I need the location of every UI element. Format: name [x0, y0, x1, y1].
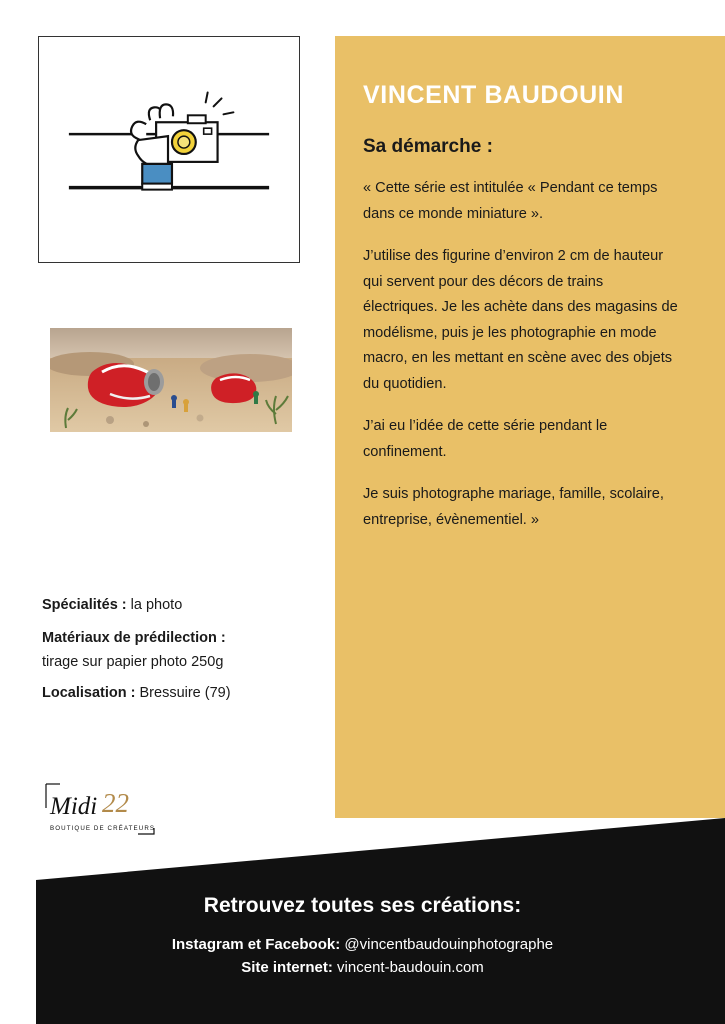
artist-statement	[363, 176, 681, 533]
website-value[interactable]: vincent-baudouin.com	[337, 958, 484, 976]
detail-specialites	[42, 594, 322, 617]
social-label: Instagram et Facebook:	[171, 936, 341, 953]
camera-illustration-frame	[38, 36, 300, 263]
svg-text:Midi: Midi	[50, 793, 98, 820]
camera-drawing-icon	[39, 37, 299, 262]
social-value[interactable]: @vincentbaudouinphotographe	[344, 936, 554, 953]
section-title: Sa démarche :	[363, 136, 493, 157]
specialites-label: Spécialités :	[42, 597, 127, 613]
statement-paragraph: J’ai eu l’idée de cette série pendant le confinement.	[363, 418, 608, 460]
photo-soda-can-scene	[50, 328, 292, 432]
statement-paragraph: « Cette série est intitulée « Pendant ce temps dans ce monde miniature ».	[363, 180, 658, 222]
footer-social-line	[0, 934, 725, 957]
svg-text:BOUTIQUE DE CRÉATEURS: BOUTIQUE DE CRÉATEURS	[50, 825, 156, 832]
miniature-scene-photo	[50, 328, 292, 432]
materiaux-label: Matériaux de prédilection :	[42, 630, 226, 647]
detail-materiaux-value-row	[42, 651, 322, 674]
footer-content	[0, 894, 725, 979]
specialites-value: la photo	[130, 597, 183, 613]
detail-localisation	[42, 682, 322, 705]
artist-details	[42, 594, 322, 708]
footer-banner	[0, 818, 725, 1024]
artist-name: VINCENT BAUDOUIN	[363, 81, 624, 109]
materiaux-value: tirage sur papier photo 250g	[42, 653, 224, 670]
localisation-value: Bressuire (79)	[139, 685, 231, 702]
localisation-label: Localisation :	[42, 685, 136, 702]
statement-paragraph: Je suis photographe mariage, famille, scolaire, entreprise, évènementiel. »	[363, 486, 664, 528]
svg-text:22: 22	[102, 788, 129, 818]
footer-heading: Retrouvez toutes ses créations:	[203, 894, 522, 917]
detail-materiaux-label-row	[42, 627, 322, 650]
footer-website-line	[0, 957, 725, 980]
statement-paragraph: J’utilise des figurine d’environ 2 cm de hauteur qui servent pour des décors de trains électriques. Je les achète dans des magasins de modélisme, puis je les photographie en mode macro, en les mettant en scène avec des objets du quotidien.	[363, 248, 678, 392]
website-label: Site internet:	[241, 958, 333, 976]
artist-statement-panel	[335, 36, 725, 818]
